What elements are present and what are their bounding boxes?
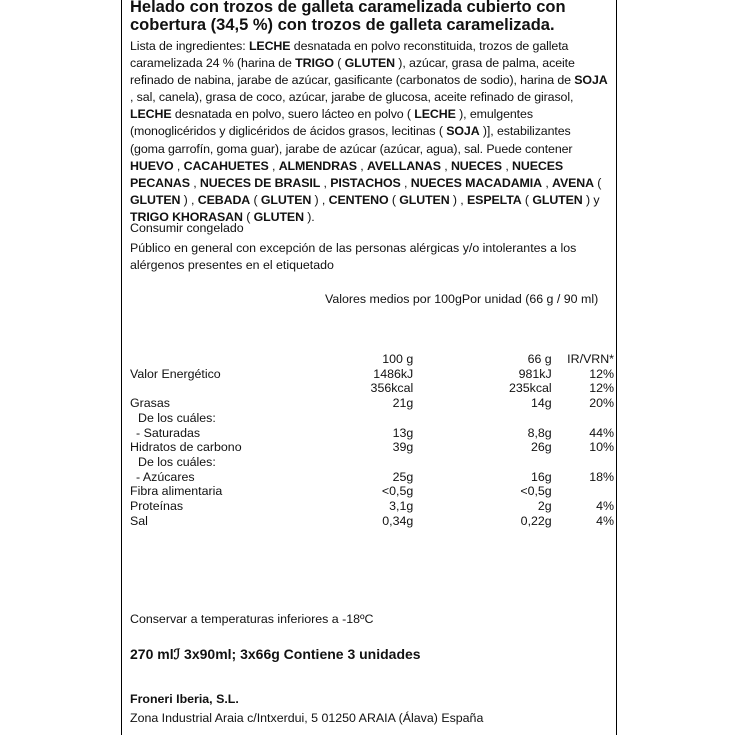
nutrition-row xyxy=(130,381,614,396)
consumption-note: Consumir congelado xyxy=(130,221,244,235)
vrn-value xyxy=(567,411,614,426)
nutrition-row xyxy=(130,426,614,441)
per100-value xyxy=(371,411,414,426)
ingredient-text: ), azúcar, grasa de palma, aceite refinado de nabina, jarabe de azúcar, gasificante (carbonatos de sodio), harina de xyxy=(130,56,575,88)
ingredient-text: , xyxy=(268,158,279,173)
nutrient-label: Sal xyxy=(130,513,148,528)
ingredient-text: ( xyxy=(250,192,261,207)
company-name: Froneri Iberia, S.L. xyxy=(130,692,239,706)
allergen-text: HUEVO xyxy=(130,158,174,173)
ingredient-text: ( xyxy=(388,192,400,207)
company-address: Zona Industrial Araia c/Intxerdui, 5 01250 ARAIA (Álava) España xyxy=(130,711,484,725)
ingredient-text: ). xyxy=(303,209,315,224)
per-unit-value: 16g xyxy=(531,469,552,484)
vrn-value: 18% xyxy=(589,469,614,484)
vrn-value: 4% xyxy=(596,513,614,528)
nutrient-label xyxy=(130,381,371,396)
audience-note: Público en general con excepción de las personas alérgicas y/o intolerantes a los alérgenos presentes en el etiquetado xyxy=(130,241,577,272)
ingredient-text: ( xyxy=(333,56,345,71)
allergen-text: GLUTEN xyxy=(399,192,450,207)
allergen-text: PISTACHOS xyxy=(330,175,401,190)
per100-value: 39g xyxy=(392,440,414,455)
nutrient-label: De los cuáles: xyxy=(138,454,216,469)
nutrition-row xyxy=(130,484,614,499)
nutrition-row xyxy=(130,440,614,455)
per-unit-value: 981kJ xyxy=(518,366,552,381)
per100-value: 1486kJ xyxy=(373,366,414,381)
ingredient-text: desnatada en polvo reconstituida, trozos de galleta caramelizada 24 % (harina de xyxy=(130,39,569,71)
ingredient-text: , xyxy=(501,158,513,173)
nutrient-label: Fibra alimentaria xyxy=(130,484,223,499)
per-unit-value: 0,22g xyxy=(520,513,552,528)
nutrient-label: Valor Energético xyxy=(130,366,221,381)
nutrient-label: - Azúcares xyxy=(136,469,195,484)
ingredient-text: , xyxy=(189,175,200,190)
allergen-text: NUECES xyxy=(450,158,502,173)
allergen-text: GLUTEN xyxy=(532,192,583,207)
nutrition-row xyxy=(130,367,614,382)
nutrient-label: - Saturadas xyxy=(136,425,201,440)
ingredient-text: , xyxy=(320,175,331,190)
allergen-text: LECHE xyxy=(414,107,456,122)
vrn-value: 44% xyxy=(589,425,614,440)
vrn-value: 12% xyxy=(589,366,614,381)
allergen-text: GLUTEN xyxy=(253,209,304,224)
allergen-text: TRIGO xyxy=(295,56,334,71)
nutrition-row xyxy=(130,514,614,529)
nutrient-label: Grasas xyxy=(130,396,170,411)
package-info: 270 mlℐ 3x90ml; 3x66g Contiene 3 unidades xyxy=(130,646,421,662)
ingredient-text: desnatada en polvo, suero lácteo en polvo ( xyxy=(171,107,415,122)
per100-value: 21g xyxy=(392,396,414,411)
nutrition-row xyxy=(130,470,614,485)
allergen-text: CENTENO xyxy=(328,192,389,207)
vrn-value: 12% xyxy=(589,381,614,396)
nutrition-header-row xyxy=(130,352,614,367)
product-title: Helado con trozos de galleta caramelizada cubierto con cobertura (34,5 %) con trozos de galleta caramelizada. xyxy=(130,0,566,34)
ingredient-text: , xyxy=(400,175,411,190)
per100-value xyxy=(371,455,414,470)
nutrient-label: De los cuáles: xyxy=(138,410,216,425)
allergen-text: LECHE xyxy=(130,107,172,122)
allergen-text: GLUTEN xyxy=(344,56,395,71)
ingredient-text: , xyxy=(356,158,367,173)
nutrient-label: Proteínas xyxy=(130,499,184,514)
nutrient-label: Hidratos de carbono xyxy=(130,440,242,455)
ingredient-text: ) , xyxy=(311,192,329,207)
ingredient-text: ), emulgentes (monoglicéridos y diglicéridos de ácidos grasos, lecitinas ( xyxy=(130,107,533,139)
ingredient-text: , sal, canela), grasa de coco, azúcar, jarabe de glucosa, aceite refinado de girasol, xyxy=(130,90,574,105)
storage-note: Conservar a temperaturas inferiores a -18ºC xyxy=(130,612,374,626)
ingredient-text: , xyxy=(440,158,451,173)
per-unit-value: 8,8g xyxy=(527,425,552,440)
ingredient-text: , xyxy=(173,158,184,173)
allergen-text: SOJA xyxy=(574,73,608,88)
per100-value: 3,1g xyxy=(389,499,414,514)
vrn-value xyxy=(567,455,614,470)
values-header: Valores medios por 100gPor unidad (66 g / 90 ml) xyxy=(325,292,599,306)
ingredient-text: ( xyxy=(521,192,533,207)
allergen-text: GLUTEN xyxy=(130,192,181,207)
header-per-unit: 66 g xyxy=(527,352,552,366)
allergen-text: SOJA xyxy=(446,124,480,139)
allergen-text: ALMENDRAS xyxy=(278,158,357,173)
per-unit-value xyxy=(509,411,552,426)
allergen-text: TRIGO KHORASAN xyxy=(130,209,243,224)
nutrition-row xyxy=(130,396,614,411)
nutrition-table xyxy=(130,352,614,528)
ingredient-text: ( xyxy=(242,209,254,224)
ingredient-text: ( xyxy=(593,175,602,190)
allergen-text: NUECES PECANAS xyxy=(130,158,564,190)
ingredient-text: , xyxy=(541,175,553,190)
ingredients-list xyxy=(130,38,608,226)
ingredient-text: Lista de ingredientes: xyxy=(130,39,249,53)
vrn-value xyxy=(567,484,614,499)
per-unit-value: 26g xyxy=(531,440,552,455)
header-vrn: IR/VRN* xyxy=(567,352,614,366)
nutrition-row xyxy=(130,455,614,470)
allergen-text: LECHE xyxy=(248,39,291,53)
per-unit-value: <0,5g xyxy=(520,484,552,499)
per100-value: 13g xyxy=(392,425,414,440)
per-unit-value: 14g xyxy=(531,396,552,411)
allergen-text: AVELLANAS xyxy=(367,158,441,173)
nutrition-row xyxy=(130,499,614,514)
vrn-value: 20% xyxy=(589,396,614,411)
per-unit-value: 2g xyxy=(537,499,552,514)
header-label xyxy=(130,352,371,367)
per100-value: 25g xyxy=(392,469,414,484)
vrn-value: 10% xyxy=(589,440,614,455)
allergen-text: GLUTEN xyxy=(260,192,312,207)
per100-value: 356kcal xyxy=(370,381,414,396)
ingredient-text: ) y xyxy=(582,192,600,207)
per-unit-value: 235kcal xyxy=(508,381,552,396)
ingredient-text: )], estabilizantes (goma garrofín, goma guar), jarabe de azúcar (azúcar, agua), sal. Puede contener xyxy=(130,124,573,156)
per100-value: <0,5g xyxy=(381,484,414,499)
header-per100: 100 g xyxy=(382,352,414,366)
nutrition-row xyxy=(130,411,614,426)
allergen-text: NUECES DE BRASIL xyxy=(199,175,321,190)
per100-value: 0,34g xyxy=(382,513,414,528)
allergen-text: CACAHUETES xyxy=(183,158,269,173)
allergen-text: ESPELTA xyxy=(466,192,522,207)
ingredient-text: ) , xyxy=(180,192,198,207)
per-unit-value xyxy=(509,455,552,470)
vrn-value: 4% xyxy=(596,499,614,514)
allergen-text: NUECES MACADAMIA xyxy=(410,175,542,190)
allergen-text: AVENA xyxy=(552,175,594,190)
ingredient-text: ) , xyxy=(449,192,467,207)
allergen-text: CEBADA xyxy=(197,192,251,207)
